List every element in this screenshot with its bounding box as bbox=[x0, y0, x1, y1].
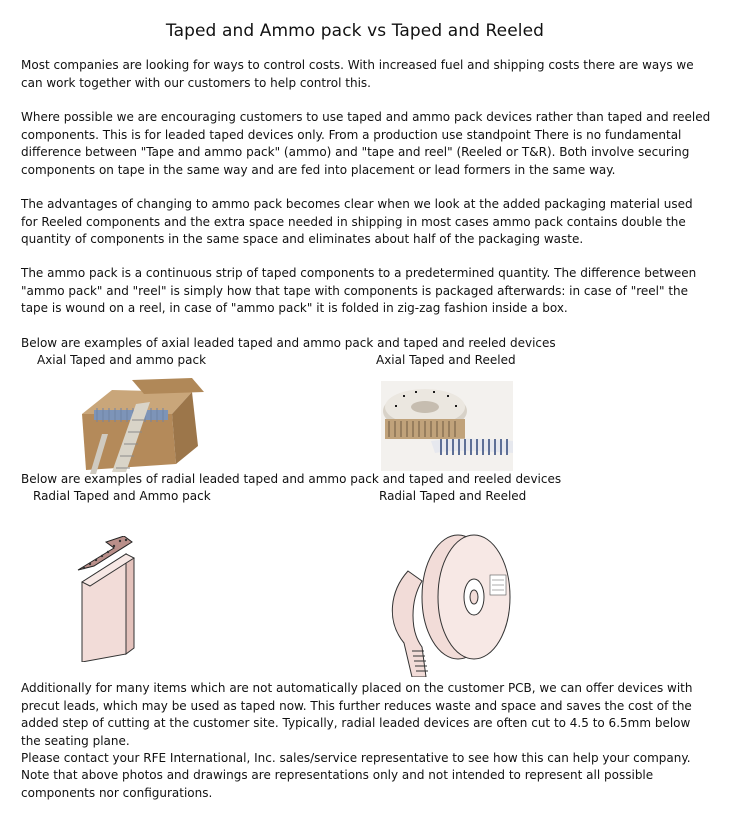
axial-intro: Below are examples of axial leaded taped and ammo pack and taped and reeled devices bbox=[21, 336, 556, 350]
axial-ammo-pack-image bbox=[72, 374, 212, 474]
intro-paragraph: Most companies are looking for ways to control costs. With increased fuel and shipping costs there are ways we can work together with our customers to help control this. bbox=[21, 58, 694, 90]
radial-ammo-caption: Radial Taped and Ammo pack bbox=[33, 489, 211, 503]
precut-leads-paragraph: Additionally for many items which are not automatically placed on the customer PCB, we can offer devices with precut leads, which may be used as taped now. This further reduces waste and space and saves the cost of the added step of cutting at the customer site. Typically, radial leaded devices are often cut to 4.5 to 6.5mm below the seating plane. bbox=[21, 681, 693, 748]
radial-reel-caption: Radial Taped and Reeled bbox=[379, 489, 527, 503]
axial-ammo-caption: Axial Taped and ammo pack bbox=[37, 353, 207, 367]
radial-ammo-pack-drawing bbox=[70, 536, 160, 662]
advantages-paragraph: The advantages of changing to ammo pack becomes clear when we look at the added packaging material used for Reeled components and the extra space needed in shipping in most cases ammo pack contains double the quantity of components in the same space and eliminates about half of the packaging waste. bbox=[21, 197, 693, 246]
radial-reel-drawing bbox=[382, 531, 518, 677]
ammo-encouragement-paragraph: Where possible we are encouraging customers to use taped and ammo pack devices rather than taped and reeled components. This is for leaded taped devices only. From a production use standpoint There is no fundamental difference between "Tape and ammo pack" (ammo) and "tape and reel" (Reeled or T&R). Both involve securing components on tape in the same way and are fed into placement or lead formers in the same way. bbox=[21, 110, 711, 177]
ammo-pack-definition-paragraph: The ammo pack is a continuous strip of taped components to a predetermined quantity. The difference between "ammo pack" and "reel" is simply how that tape with components is packaged afterwards: in case of "reel" the tape is wound on a reel, in case of "ammo pack" it is folded in zig-zag fashion inside a box. bbox=[21, 266, 697, 315]
contact-line: Please contact your RFE International, Inc. sales/service representative to see how this can help your company. bbox=[21, 751, 691, 765]
disclaimer-note: Note that above photos and drawings are representations only and not intended to represent all possible components nor configurations. bbox=[21, 768, 654, 800]
axial-reel-caption: Axial Taped and Reeled bbox=[376, 353, 516, 367]
axial-reel-image bbox=[381, 381, 513, 471]
radial-intro: Below are examples of radial leaded taped and ammo pack and taped and reeled devices bbox=[21, 472, 562, 486]
page-title: Taped and Ammo pack vs Taped and Reeled bbox=[165, 21, 545, 41]
